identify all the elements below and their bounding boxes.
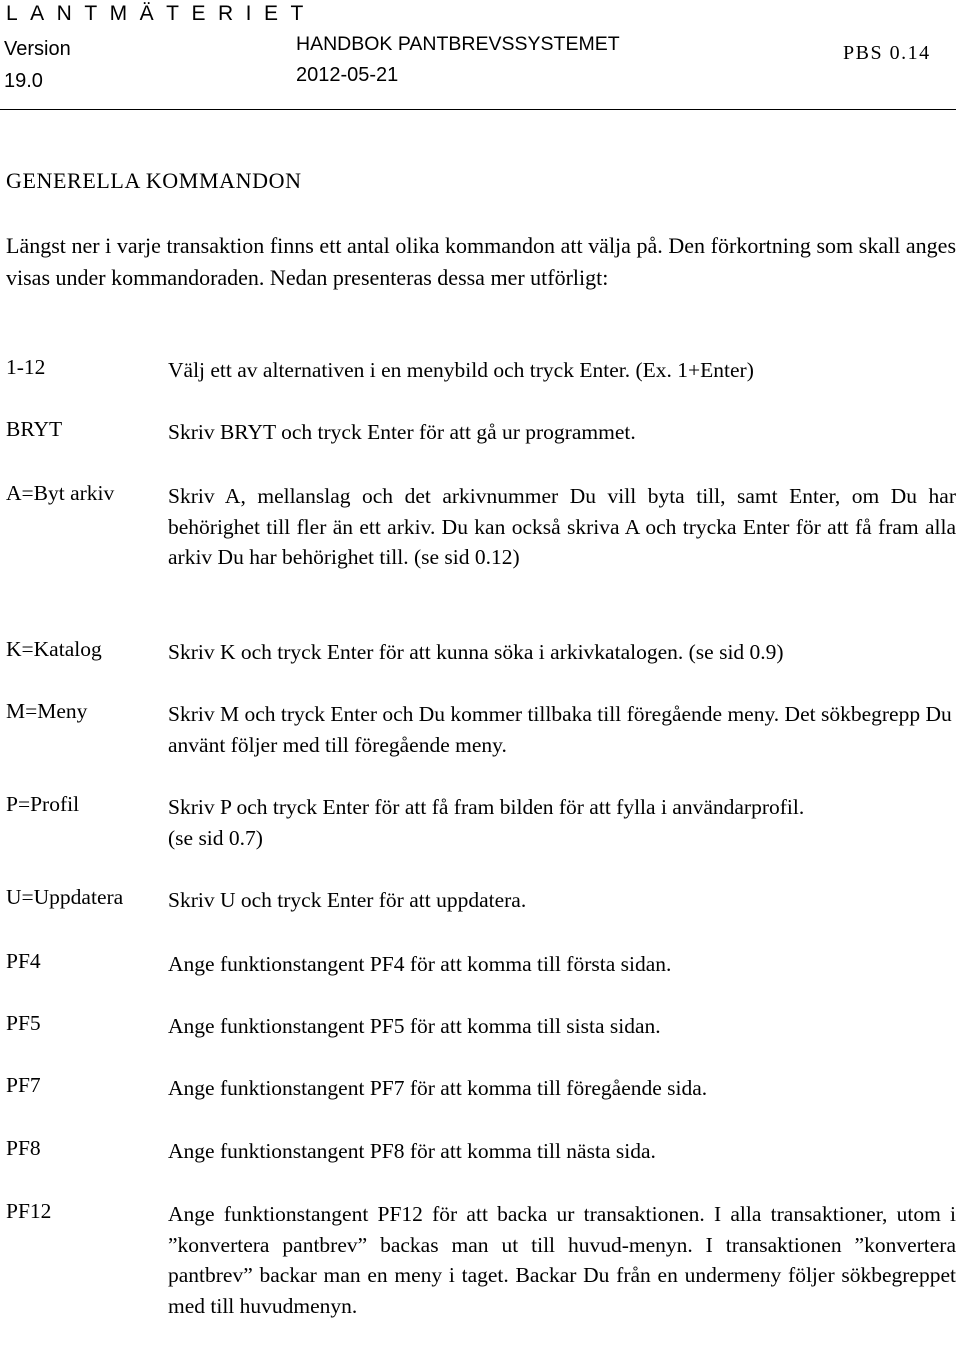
header-divider <box>0 109 956 110</box>
command-description: Skriv K och tryck Enter för att kunna söka i arkivkatalogen. (se sid 0.9) <box>168 640 784 664</box>
command-description: Skriv A, mellanslag och det arkivnummer Du vill byta till, samt Enter, om Du har behörighet till fler än ett arkiv. Du kan också skriva A och trycka Enter för att få fram alla arkiv Du har behörighet till. (se sid 0.12) <box>168 484 956 570</box>
command-term: K=Katalog <box>6 637 102 661</box>
command-description: Skriv M och tryck Enter och Du kommer tillbaka till föregående meny. Det sökbegrepp Du använt följer med till föregående meny. <box>168 702 952 757</box>
command-term: U=Uppdatera <box>6 885 124 909</box>
intro-paragraph: Längst ner i varje transaktion finns ett antal olika kommandon att välja på. Den förkortning som skall anges visas under kommandoraden. Nedan presenteras dessa mer utförligt: <box>6 233 956 290</box>
version-number: 19.0 <box>4 70 43 92</box>
command-description: Ange funktionstangent PF4 för att komma till första sidan. <box>168 952 672 976</box>
command-description: Välj ett av alternativen i en menybild och tryck Enter. (Ex. 1+Enter) <box>168 358 754 382</box>
document-title: HANDBOK PANTBREVSSYSTEMET <box>296 33 620 55</box>
section-title: GENERELLA KOMMANDON <box>6 168 302 193</box>
command-description: Ange funktionstangent PF12 för att backa ur transaktionen. I alla transaktioner, utom i ”konvertera pantbrev” backas man ut till huvud-menyn. I transaktionen ”konvertera pantbrev” backar man en meny i taget. Backar Du från en undermeny följer sökbegreppet med till huvudmenyn. <box>168 1202 956 1319</box>
command-term: PF5 <box>6 1011 41 1035</box>
version-label: Version <box>4 38 71 60</box>
command-term: 1-12 <box>6 355 46 379</box>
document-date: 2012-05-21 <box>296 64 399 86</box>
command-description: Ange funktionstangent PF5 för att komma till sista sidan. <box>168 1014 661 1038</box>
command-term: PF4 <box>6 949 41 973</box>
page-code: PBS 0.14 <box>843 42 931 64</box>
command-description: Skriv BRYT och tryck Enter för att gå ur programmet. <box>168 420 636 444</box>
command-term: PF8 <box>6 1136 41 1160</box>
command-description: Ange funktionstangent PF8 för att komma till nästa sida. <box>168 1139 656 1163</box>
command-term: PF7 <box>6 1073 41 1097</box>
command-term: A=Byt arkiv <box>6 481 115 505</box>
command-term: M=Meny <box>6 699 88 723</box>
command-description: Ange funktionstangent PF7 för att komma till föregående sida. <box>168 1076 708 1100</box>
command-description: Skriv U och tryck Enter för att uppdatera. <box>168 888 527 912</box>
command-term: BRYT <box>6 417 63 441</box>
command-term: PF12 <box>6 1199 52 1223</box>
brand-name: LANTMÄTERIET <box>6 2 316 25</box>
command-description: Skriv P och tryck Enter för att få fram bilden för att fylla i användarprofil. (se sid 0.7) <box>168 795 805 850</box>
command-term: P=Profil <box>6 792 80 816</box>
